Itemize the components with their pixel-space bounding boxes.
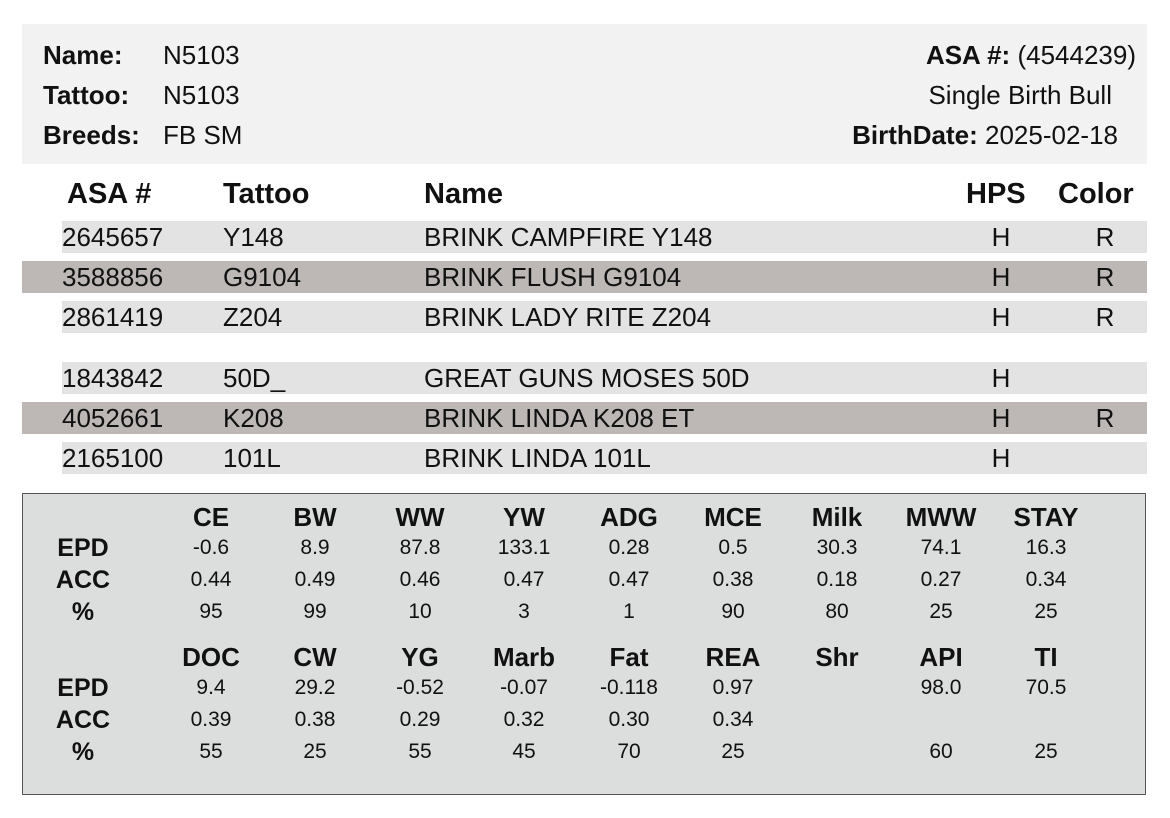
epd-epd-value: 16.3 [1025,536,1067,559]
epd-acc-value: 0.47 [503,568,545,591]
epd-pct-value: 1 [623,600,635,623]
cell-hps: H [991,222,1011,252]
birthdate-line [852,120,1118,150]
epd-panel [22,493,1146,795]
epd-acc-value: 0.27 [920,568,962,591]
epd-pct-value: 25 [929,600,953,623]
cell-asa: 4052661 [62,403,164,433]
epd-acc-value: 0.29 [399,708,441,731]
epd-trait-header: CW [293,642,337,672]
epd-acc-value: 0.39 [190,708,232,731]
asa-line [926,40,1136,70]
epd-row-label: % [71,598,95,626]
cell-tattoo: Y148 [223,222,284,252]
epd-pct-value: 25 [303,740,327,763]
cell-name: BRINK CAMPFIRE Y148 [424,222,713,252]
epd-epd-value: 74.1 [920,536,962,559]
epd-epd-value: -0.52 [396,676,444,699]
pedigree-row [0,362,1147,394]
cell-color: R [1095,403,1115,433]
epd-pct-value: 99 [303,600,327,623]
pedigree-row [0,442,1147,474]
epd-acc-value: 0.49 [294,568,336,591]
epd-pct-value: 80 [825,600,849,623]
cell-name: BRINK FLUSH G9104 [424,262,682,292]
epd-trait-header: BW [293,502,337,532]
epd-pct-value: 55 [199,740,223,763]
name-line [43,40,122,70]
tattoo-label: Tattoo: [43,80,130,110]
epd-acc-value: 0.44 [190,568,232,591]
birthdate-label: BirthDate: [852,120,978,150]
epd-trait-header: MCE [704,502,762,532]
epd-epd-value: 0.97 [712,676,754,699]
epd-epd-value: 87.8 [399,536,441,559]
animal-tattoo: N5103 [163,80,240,110]
epd-pct-value: 25 [721,740,745,763]
epd-pct-value: 25 [1034,740,1058,763]
epd-acc-value: 0.47 [608,568,650,591]
epd-trait-header: MWW [905,502,977,532]
epd-trait-header: TI [1034,642,1058,672]
animal-birthdate: 2025-02-18 [985,120,1118,150]
epd-epd-value: 98.0 [920,676,962,699]
col-header-color: Color [1058,178,1134,210]
epd-epd-value: 29.2 [294,676,336,699]
col-header-hps: HPS [966,178,1026,210]
epd-row-label: ACC [55,706,111,734]
cell-tattoo: Z204 [223,302,283,332]
cell-name: BRINK LINDA K208 ET [424,403,695,433]
epd-trait-header: DOC [182,642,240,672]
cell-name: GREAT GUNS MOSES 50D [424,363,750,393]
pedigree-header [0,174,1170,214]
epd-trait-header: WW [395,502,445,532]
epd-epd-value: 133.1 [497,536,551,559]
epd-acc-value: 0.18 [816,568,858,591]
animal-asa: (4544239) [1017,40,1136,70]
cell-color: R [1095,302,1115,332]
epd-epd-value: 0.28 [608,536,650,559]
cell-color: R [1095,262,1115,292]
cell-hps: H [991,363,1011,393]
cell-tattoo: 50D_ [223,363,286,393]
epd-acc-value: 0.30 [608,708,650,731]
cell-asa: 1843842 [62,363,164,393]
epd-pct-value: 3 [518,600,530,623]
epd-epd-value: -0.6 [192,536,230,559]
epd-epd-value: 0.5 [718,536,748,559]
asa-label: ASA #: [925,40,1011,70]
epd-row-label: EPD [57,534,109,562]
tattoo-line [43,80,129,110]
epd-trait-header: Shr [815,642,859,672]
animal-breeds: FB SM [163,120,243,150]
epd-trait-header: Milk [811,502,863,532]
pedigree-row [0,221,1147,253]
epd-epd-value: 30.3 [816,536,858,559]
animal-name: N5103 [163,40,240,70]
epd-pct-value: 90 [721,600,745,623]
epd-epd-value: -0.07 [500,676,548,699]
animal-header [22,24,1147,164]
name-label: Name: [43,40,123,70]
cell-asa: 2165100 [62,443,164,473]
epd-pct-value: 95 [199,600,223,623]
cell-hps: H [991,262,1011,292]
cell-asa: 2861419 [62,302,164,332]
epd-acc-value: 0.38 [712,568,754,591]
cell-asa: 2645657 [62,222,164,252]
col-header-asa: ASA # [67,178,152,210]
pedigree-row [0,402,1147,434]
epd-acc-value: 0.38 [294,708,336,731]
cell-tattoo: K208 [223,403,284,433]
cell-hps: H [991,302,1011,332]
cell-tattoo: G9104 [223,262,302,292]
cell-tattoo: 101L [223,443,281,473]
epd-acc-value: 0.32 [503,708,545,731]
cell-name: BRINK LADY RITE Z204 [424,302,712,332]
epd-epd-value: -0.118 [600,676,658,699]
epd-acc-value: 0.34 [712,708,754,731]
epd-acc-value: 0.46 [399,568,441,591]
epd-trait-header: ADG [600,502,658,532]
epd-trait-header: Fat [609,642,649,672]
epd-epd-value: 70.5 [1025,676,1067,699]
epd-trait-header: YG [401,642,439,672]
epd-trait-header: CE [192,502,230,532]
breeds-label: Breeds: [43,120,140,150]
col-header-name: Name [424,178,503,210]
epd-row-label: % [71,738,95,766]
breeds-line [43,120,140,150]
epd-pct-value: 25 [1034,600,1058,623]
col-header-tattoo: Tattoo [223,178,310,210]
cell-hps: H [991,443,1011,473]
cell-asa: 3588856 [62,262,164,292]
epd-trait-header: STAY [1013,502,1079,532]
epd-row-label: ACC [55,566,111,594]
epd-pct-value: 70 [617,740,641,763]
epd-trait-header: Marb [492,642,556,672]
epd-pct-value: 60 [929,740,953,763]
epd-trait-header: API [919,642,963,672]
epd-epd-value: 9.4 [196,676,226,699]
epd-pct-value: 10 [408,600,432,623]
pedigree-row [0,261,1147,293]
epd-acc-value: 0.34 [1025,568,1067,591]
epd-pct-value: 45 [512,740,536,763]
epd-epd-value: 8.9 [300,536,330,559]
epd-row-label: EPD [57,674,109,702]
epd-trait-header: REA [705,642,761,672]
epd-trait-header: YW [503,502,545,532]
epd-pct-value: 55 [408,740,432,763]
cell-color: R [1095,222,1115,252]
pedigree-row [0,301,1147,333]
cell-hps: H [991,403,1011,433]
cell-name: BRINK LINDA 101L [424,443,651,473]
birth-type: Single Birth Bull [928,80,1112,110]
